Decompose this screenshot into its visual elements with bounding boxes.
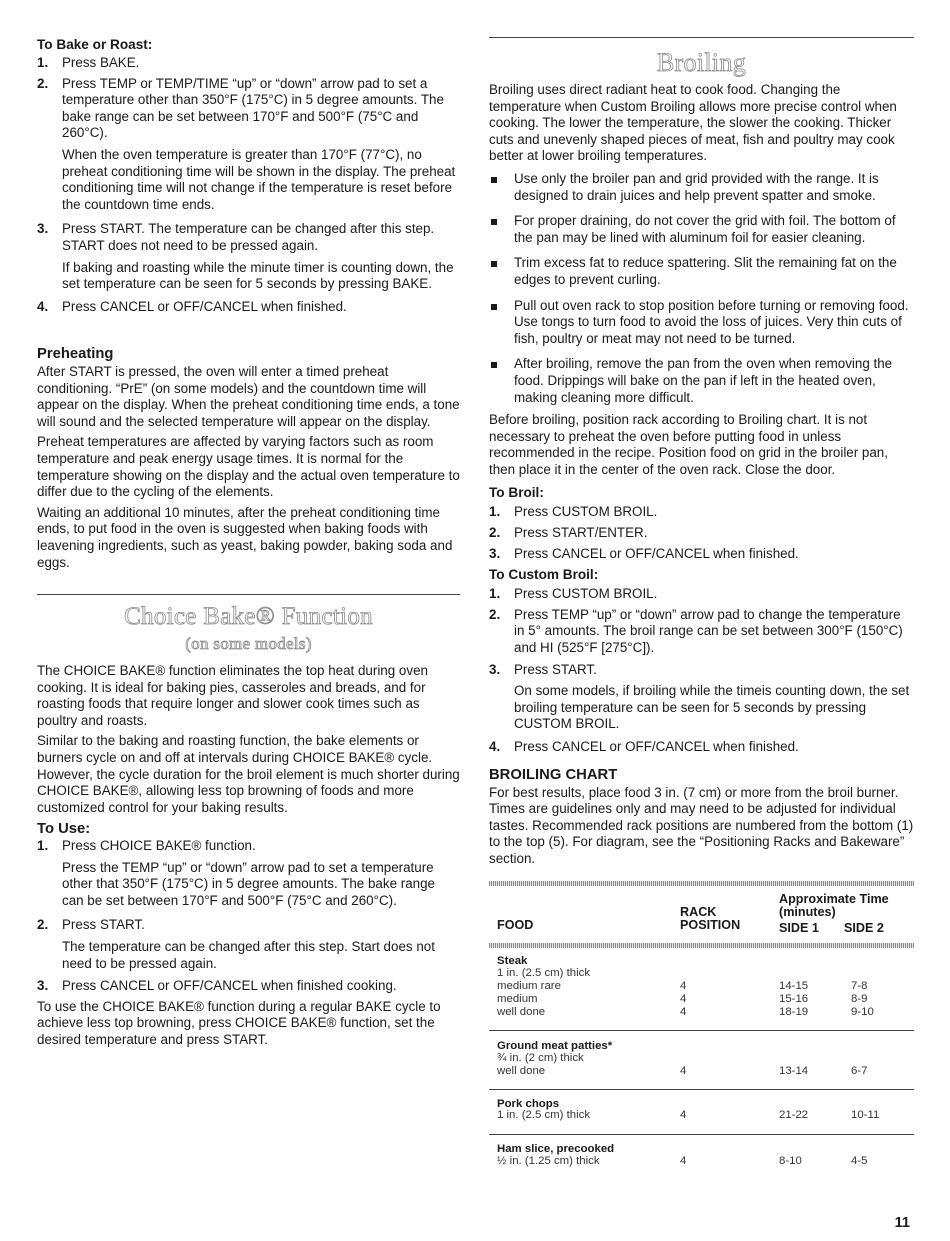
- side2-value: 4-5: [851, 1155, 868, 1167]
- step-number: 1.: [37, 55, 49, 70]
- step-note: When the oven temperature is greater than 170°F (77°C), no preheat conditioning time will be shown in the display. The preheat conditioning time will not change if the temperature is reset before the countdown time ends.: [62, 146, 456, 212]
- bullet-item: [489, 213, 914, 246]
- step-number: 1.: [489, 586, 501, 602]
- bake-step-1: [37, 55, 460, 72]
- food-desc: 1 in. (2.5 cm) thick: [497, 967, 591, 979]
- side1-value: 15-16: [779, 993, 809, 1005]
- step-number: 3.: [37, 221, 49, 237]
- broil-step-2: [489, 525, 914, 542]
- step-text: Press START/ENTER.: [514, 525, 648, 541]
- custom-step-3: [489, 662, 914, 679]
- bullet-text: Pull out oven rack to stop position before turning or removing food. Use tongs to turn food to avoid the loss of juices. Very thin cuts of fish, poultry or meat may not need to be turned.: [514, 297, 909, 346]
- side1-value: 13-14: [779, 1065, 809, 1077]
- bullet-item: [489, 356, 914, 406]
- step-text: Press START. The temperature can be changed after this step. START does not need to be pressed again.: [62, 221, 435, 253]
- side1-value: 18-19: [779, 1006, 809, 1018]
- bullet-text: For proper draining, do not cover the grid with foil. The bottom of the pan may be lined with aluminum foil for easier cleaning.: [514, 213, 896, 245]
- step-number: 3.: [489, 661, 501, 677]
- section-divider: [37, 594, 460, 595]
- bullet-icon: [491, 362, 497, 368]
- to-use-step-2-note: [37, 939, 460, 972]
- custom-step-3-note: [489, 683, 914, 733]
- rack-value: 4: [680, 1065, 687, 1077]
- step-text: Press CANCEL or OFF/CANCEL when finished cooking.: [62, 978, 397, 994]
- header-food: FOOD: [497, 918, 534, 932]
- custom-step-4: [489, 739, 914, 756]
- to-use-step-2: [37, 917, 460, 934]
- table-header-rule: [489, 943, 914, 948]
- side2-value: 7-8: [851, 980, 868, 992]
- step-number: 4.: [37, 298, 49, 314]
- paragraph: After START is pressed, the oven will enter a timed preheat conditioning. “PrE” (on some models) and the countdown time will appear on the display. When the preheat conditioning time ends, a tone will sound and the selected temperature will appear on the display.: [37, 364, 460, 429]
- bake-step-4: [37, 299, 460, 316]
- broiling-chart-heading: BROILING CHART: [489, 766, 618, 783]
- table-row-divider: [489, 1134, 914, 1135]
- to-broil-heading: To Broil:: [489, 485, 544, 501]
- food-name: Ground meat patties*: [497, 1040, 613, 1052]
- side1-value: 21-22: [779, 1109, 809, 1121]
- bullet-item: [489, 298, 914, 348]
- table-row-divider: [489, 1030, 914, 1031]
- header-side-1: SIDE 1: [779, 921, 819, 935]
- bake-step-3-note: [37, 260, 460, 293]
- page-number: 11: [894, 1215, 910, 1231]
- step-number: 2.: [37, 917, 49, 933]
- food-name: Ham slice, precooked: [497, 1143, 615, 1155]
- step-text: Press BAKE.: [62, 55, 140, 70]
- preheating-body: [37, 364, 460, 571]
- choice-bake-subtitle: (on some models): [185, 634, 312, 653]
- side2-value: 6-7: [851, 1065, 868, 1077]
- food-desc: ¾ in. (2 cm) thick: [497, 1052, 584, 1064]
- row-label: medium rare: [497, 980, 561, 992]
- choice-bake-title: Choice Bake® Function: [124, 603, 373, 630]
- step-text: Press CANCEL or OFF/CANCEL when finished.: [62, 298, 347, 314]
- bullet-icon: [491, 304, 497, 310]
- step-number: 3.: [489, 545, 501, 561]
- step-note: The temperature can be changed after this step. Start does not need to be pressed again.: [62, 938, 435, 971]
- step-text: Press START.: [514, 661, 597, 677]
- side1-value: 14-15: [779, 980, 809, 992]
- before-broiling: Before broiling, position rack according to Broiling chart. It is not necessary to preheat the oven before putting food in unless recommended in the recipe. Position food on grid in the broiler pan, then place it in the center of the oven rack. Close the door.: [489, 412, 888, 477]
- row-label: medium: [497, 993, 538, 1005]
- to-use-step-1: [37, 838, 460, 855]
- choice-bake-body: [37, 663, 460, 816]
- to-use-step-3: [37, 978, 460, 995]
- step-text: Press START.: [62, 917, 145, 933]
- paragraph: The CHOICE BAKE® function eliminates the top heat during oven cooking. It is ideal for baking pies, casseroles and breads, and for roasting foods that require longer and slower cook times such as poultry and roasts.: [37, 663, 428, 728]
- header-minutes: (minutes): [779, 905, 836, 919]
- food-name: Pork chops: [497, 1098, 560, 1110]
- header-rack: RACK: [680, 905, 717, 919]
- table-row-divider: [489, 1089, 914, 1090]
- bake-step-2-note: [37, 147, 460, 213]
- side1-value: 8-10: [779, 1155, 802, 1167]
- rack-value: 4: [680, 993, 687, 1005]
- step-note: Press the TEMP “up” or “down” arrow pad to set a temperature other that 350°F (175°C) in 5 degree amounts. The bake range can be set between 170°F and 500°F (75°C and 260°C).: [62, 859, 435, 908]
- step-text: Press CHOICE BAKE® function.: [62, 838, 256, 853]
- bake-step-2: [37, 76, 460, 142]
- step-text: Press CANCEL or OFF/CANCEL when finished.: [514, 545, 799, 561]
- row-label: well done: [497, 1006, 546, 1018]
- broiling-body: [489, 82, 914, 868]
- paragraph: Similar to the baking and roasting function, the bake elements or burners cycle on and off at intervals during CHOICE BAKE® cycle. However, the cycle duration for the broil element is much shorter during CHOICE BAKE®, allowing less top browning of foods and more customized control for your baking results.: [37, 733, 460, 815]
- side2-value: 8-9: [851, 993, 868, 1005]
- step-number: 3.: [37, 978, 49, 994]
- to-use-footer: To use the CHOICE BAKE® function during a regular BAKE cycle to achieve less top browning, press CHOICE BAKE® function, set the desired temperature and press START.: [37, 998, 441, 1047]
- preheating-heading: Preheating: [37, 346, 114, 362]
- row-label: well done: [497, 1065, 546, 1077]
- bake-steps: [37, 55, 460, 315]
- broil-step-1: [489, 504, 914, 521]
- to-use-step-1-note: [37, 860, 460, 910]
- bake-heading: To Bake or Roast:: [37, 37, 153, 52]
- side2-value: 10-11: [851, 1109, 880, 1121]
- to-use-steps: [37, 838, 460, 1049]
- step-text: Press TEMP “up” or “down” arrow pad to change the temperature in 5° amounts. The broil range can be set between 300°F (150°C) and HI (525°F [275°C]).: [514, 606, 903, 656]
- side2-value: 9-10: [851, 1006, 874, 1018]
- broiling-chart-intro: For best results, place food 3 in. (7 cm) or more from the broil burner. Times are guidelines only and may need to be adjusted for individual tastes. Recommended rack positions are numbered from the bottom (1) to the top (5). For diagram, see the “Positioning Racks and Bakeware” section.: [489, 784, 914, 866]
- bullet-text: After broiling, remove the pan from the oven when removing the food. Drippings will bake on the pan if left in the heated oven, making cleaning more difficult.: [514, 356, 893, 405]
- broiling-intro: Broiling uses direct radiant heat to cook food. Changing the temperature when Custom Broiling allows more precise control when cooking. The lower the temperature, the slower the cooking. Thicker cuts and unevenly shaped pieces of meat, fish and poultry may cook better at lower broiling temperatures.: [489, 82, 897, 164]
- header-position: POSITION: [680, 918, 741, 932]
- paragraph: Preheat temperatures are affected by varying factors such as room temperature and peak energy usage times. It is normal for the temperature showing on the display and the actual oven temperature to differ due to the cycling of the elements.: [37, 434, 460, 500]
- section-divider: [489, 37, 914, 38]
- step-number: 4.: [489, 739, 501, 754]
- bullet-icon: [491, 219, 497, 225]
- food-name: Steak: [497, 955, 528, 967]
- step-text: Press CANCEL or OFF/CANCEL when finished.: [514, 739, 799, 754]
- step-text: Press TEMP or TEMP/TIME “up” or “down” arrow pad to set a temperature other than 350°F (175°C) in 5 degree amounts. The bake range can be set between 170°F and 500°F (75°C and 260°C).: [62, 75, 444, 141]
- table-top-rule: [489, 881, 914, 886]
- rack-value: 4: [680, 980, 687, 992]
- bullet-text: Trim excess fat to reduce spattering. Slit the remaining fat on the edges to prevent curling.: [514, 255, 897, 287]
- food-desc: 1 in. (2.5 cm) thick: [497, 1109, 591, 1121]
- step-text: Press CUSTOM BROIL.: [514, 504, 658, 520]
- bullet-icon: [491, 261, 497, 267]
- paragraph: Waiting an additional 10 minutes, after the preheat conditioning time ends, to put food in the oven is suggested when baking foods with leavening ingredients, such as yeast, baking powder, baking soda and eggs.: [37, 504, 453, 570]
- bullet-item: [489, 255, 914, 288]
- to-use-heading: To Use:: [37, 821, 91, 837]
- rack-value: 4: [680, 1109, 687, 1121]
- broil-step-3: [489, 546, 914, 563]
- step-number: 2.: [489, 606, 501, 622]
- step-number: 1.: [37, 838, 49, 853]
- header-side-2: SIDE 2: [844, 921, 884, 935]
- bullet-icon: [491, 177, 497, 183]
- step-note: If baking and roasting while the minute timer is counting down, the set temperature can be seen for 5 seconds by pressing BAKE.: [62, 259, 454, 292]
- custom-step-1: [489, 586, 914, 603]
- step-number: 2.: [489, 525, 501, 541]
- rack-value: 4: [680, 1155, 687, 1167]
- header-approx-time: Approximate Time: [779, 892, 889, 906]
- custom-broil-heading: To Custom Broil:: [489, 567, 599, 583]
- step-text: Press CUSTOM BROIL.: [514, 586, 658, 602]
- bullet-text: Use only the broiler pan and grid provided with the range. It is designed to drain juices and help prevent spatter and smoke.: [514, 170, 879, 203]
- rack-value: 4: [680, 1006, 687, 1018]
- step-note: On some models, if broiling while the timeis counting down, the set broiling temperature can be seen for 5 seconds by pressing CUSTOM BROIL.: [514, 683, 910, 732]
- bullet-item: [489, 171, 914, 204]
- custom-step-2: [489, 607, 914, 657]
- step-number: 2.: [37, 75, 49, 91]
- bake-step-3: [37, 221, 460, 254]
- step-number: 1.: [489, 504, 501, 520]
- broiling-title: Broiling: [656, 48, 747, 77]
- food-desc: ½ in. (1.25 cm) thick: [497, 1155, 600, 1167]
